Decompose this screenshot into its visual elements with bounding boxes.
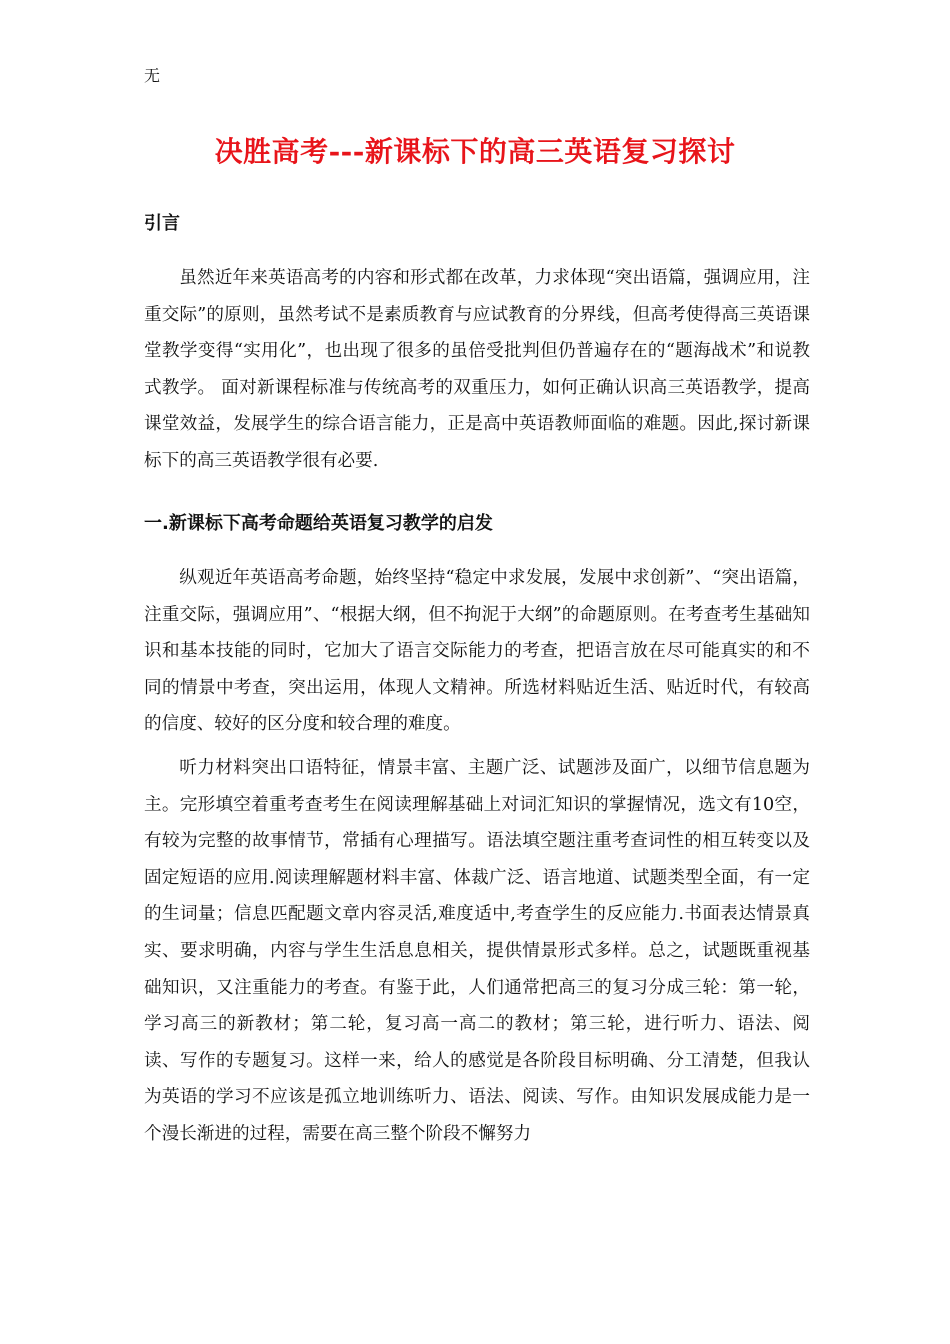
header-mark: 无 xyxy=(144,66,161,85)
section-heading-one: 一.新课标下高考命题给英语复习教学的启发 xyxy=(144,513,493,534)
section-one-paragraph-1: 纵观近年英语高考命题，始终坚持“稳定中求发展，发展中求创新”、“突出语篇，注重交际，强调应用”、“根据大纲，但不拘泥于大纲”的命题原则。在考查考生基础知识和基本技能的同时，它加大了语言交际能力的考查，把语言放在尽可能真实的和不同的情景中考查，突出运用，体现人文精神。所选材料贴近生活、贴近时代，有较高的信度、较好的区分度和较合理的难度。 xyxy=(144,568,810,735)
intro-paragraph: 虽然近年来英语高考的内容和形式都在改革，力求体现“突出语篇，强调应用，注重交际”的原则，虽然考试不是素质教育与应试教育的分界线，但高考使得高三英语课堂教学变得“实用化”，也出现了很多的虽倍受批判但仍普遍存在的“题海战术”和说教式教学。 面对新课程标准与传统高考的双重压力，如何正确认识高三英语教学，提高课堂效益，发展学生的综合语言能力，正是高中英语教师面临的难题。因此,探讨新课标下的高三英语教学很有必要. xyxy=(144,268,810,471)
section-one-paragraph-2: 听力材料突出口语特征，情景丰富、主题广泛、试题涉及面广，以细节信息题为主。完形填空着重考查考生在阅读理解基础上对词汇知识的掌握情况，选文有10空，有较为完整的故事情节，常插有心理描写。语法填空题注重考查词性的相互转变以及固定短语的应用.阅读理解题材料丰富、体裁广泛、语言地道、试题类型全面，有一定的生词量；信息匹配题文章内容灵活,难度适中,考查学生的反应能力.书面表达情景真实、要求明确，内容与学生生活息息相关，提供情景形式多样。总之，试题既重视基础知识，又注重能力的考查。有鉴于此，人们通常把高三的复习分成三轮：第一轮，学习高三的新教材；第二轮，复习高一高二的教材；第三轮，进行听力、语法、阅读、写作的专题复习。这样一来，给人的感觉是各阶段目标明确、分工清楚，但我认为英语的学习不应该是孤立地训练听力、语法、阅读、写作。由知识发展成能力是一个漫长渐进的过程，需要在高三整个阶段不懈努力 xyxy=(144,758,810,1144)
section-heading-intro: 引言 xyxy=(144,213,180,234)
document-title: 决胜高考---新课标下的高三英语复习探讨 xyxy=(214,135,736,168)
